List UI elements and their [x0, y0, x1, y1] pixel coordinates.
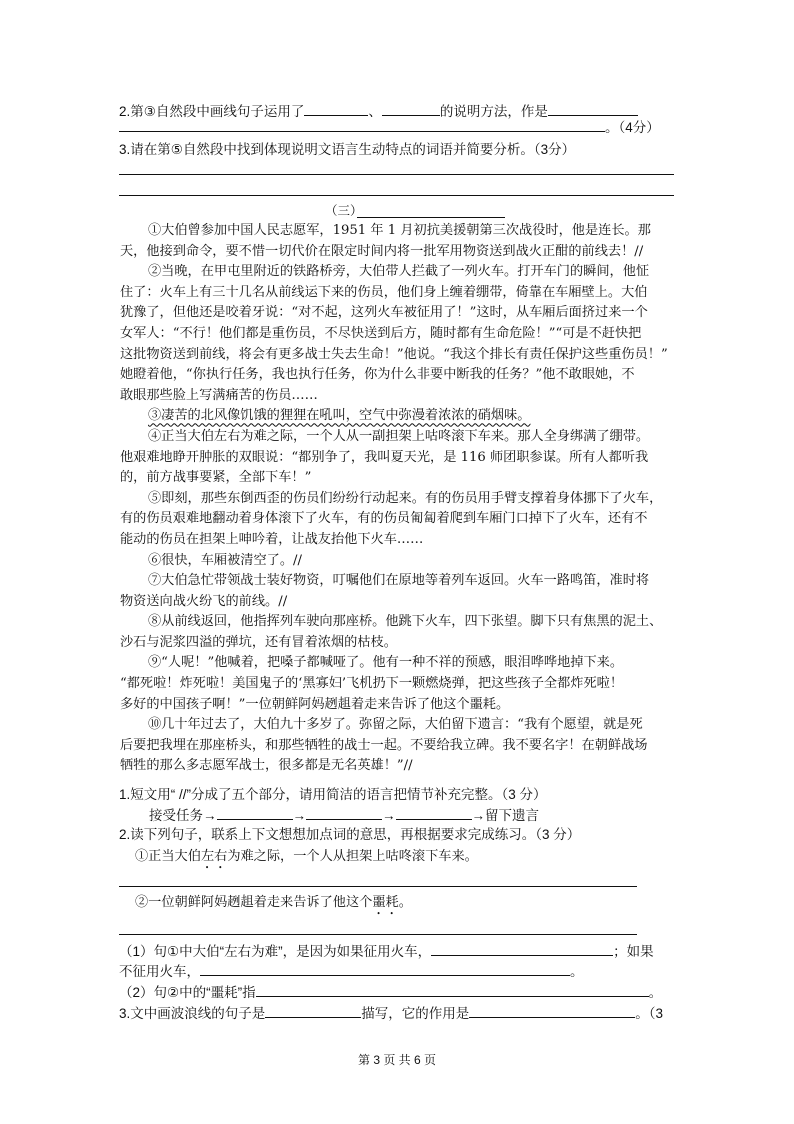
answer-line-s2[interactable]: [119, 934, 637, 935]
question-2: [119, 101, 638, 122]
paragraph-line: 能动的伤员在担架上呻吟着，让战友抬他下火车……: [120, 531, 424, 547]
sub1-blank-b[interactable]: [200, 961, 570, 976]
plot-blank-3[interactable]: [396, 805, 472, 820]
section-3-label: （三）: [325, 204, 363, 218]
paragraph-line: 女军人：“不行！他们都是重伤员，不尽快送到后方，随时都有生命危险！”“可是不赶快把: [120, 325, 642, 341]
paragraph-1: [120, 221, 676, 262]
paragraph-line: 天，他接到命令，要不惜一切代价在限定时间内将一批军用物资送到战火正酣的前线去！//: [120, 243, 644, 259]
q3-blank-b[interactable]: [469, 1003, 635, 1018]
dotted-word: 左右: [200, 849, 228, 864]
dotted-word: 噩耗: [372, 895, 399, 910]
sub-question-1-line2: 不征用火车， 。: [119, 961, 584, 982]
paragraph-line: ⑦大伯急忙带领战士装好物资，叮嘱他们在原地等着列车返回。火车一路鸣笛，准时将: [148, 573, 650, 589]
passage-question-2: 2.读下列句子，联系上下文想想加点词的意思，再根据要求完成练习。（3 分）: [119, 827, 581, 842]
paragraph-line: 多好的中国孩子啊！”一位朝鲜阿妈趔趄着走来告诉了他这个噩耗。: [120, 696, 510, 712]
paragraph-line: 物资送向战火纷飞的前线。//: [120, 593, 288, 609]
answer-line-q3-b[interactable]: [119, 195, 674, 196]
q3-blank-a[interactable]: [265, 1003, 361, 1018]
arrow-icon: →: [382, 808, 396, 823]
question-3: 3.请在第⑤自然段中找到体现说明文语言生动特点的词语并简要分析。（3分）: [119, 142, 576, 157]
paragraph-line: 犹豫了，但他还是咬着牙说：“对不起，这列火车被征用了！”这时，从车厢后面挤过来一个: [120, 305, 648, 321]
paragraph-line: ⑧从前线返回，他指挥列车驶向那座桥。他跳下火车，四下张望。脚下只有焦黑的泥土、: [148, 614, 663, 630]
plot-end: 留下遗言: [485, 808, 539, 823]
page-footer: 第 3 页 共 6 页: [357, 1053, 437, 1067]
sub-question-1: （1）句①中大伯“左右为难”，是因为如果征用火车， ；如果: [119, 941, 654, 962]
sub2-blank[interactable]: [256, 982, 649, 997]
sentence-1: ①正当大伯左右为难之际，一个人从担架上咕咚滚下车来。: [135, 849, 478, 864]
paragraph-line: 牺牲的那么多志愿军战士，很多都是无名英雄！”//: [120, 758, 413, 774]
paragraph-8: [120, 612, 676, 653]
arrow-icon: →: [292, 808, 306, 823]
paragraph-line: “都死啦！炸死啦！美国鬼子的‘黑寡妇’飞机扔下一颗燃烧弹，把这些孩子全都炸死啦！: [120, 676, 624, 692]
paragraph-6: [120, 551, 676, 572]
paragraph-line: 他艰难地睁开肿胀的双眼说：“都别争了，我叫夏天光，是 116 师团职参谋。所有人都听我: [120, 449, 649, 465]
paragraph-line: 后要把我埋在那座桥头，和那些牺牲的战士一起。不要给我立碑。我不要名字！在朝鲜战场: [120, 737, 648, 753]
question-2-sep: 、: [368, 104, 382, 119]
plot-chain: [149, 805, 539, 826]
paragraph-line: ④正当大伯左右为难之际，一个人从一副担架上咕咚滚下车来。那人全身绑满了绷带。: [148, 428, 650, 444]
paragraph-line: 有的伤员艰难地翻动着身体滚下了火车，有的伤员匍匐着爬到车厢门口掉下了火车，还有不: [120, 511, 648, 527]
plot-blank-1[interactable]: [217, 805, 293, 820]
question-2-prefix: 2.第③自然段中画线句子运用了: [119, 104, 305, 119]
sub-question-2: （2）句②中的“噩耗”指 。: [119, 982, 662, 1003]
paragraph-line: ①大伯曾参加中国人民志愿军，1951 年 1 月初抗美援朝第三次战役时，他是连长。那: [148, 223, 651, 238]
paragraph-7: [120, 571, 676, 612]
paragraph-line: 的，前方战事要紧，全部下车！”: [120, 470, 312, 486]
section-3-title-blank[interactable]: [357, 217, 505, 218]
plot-blank-2[interactable]: [306, 805, 382, 820]
answer-blank-1[interactable]: [304, 101, 368, 116]
sub1-blank-a[interactable]: [431, 941, 613, 956]
paragraph-4: [120, 427, 676, 489]
paragraph-line: ⑩几十年过去了，大伯九十多岁了。弥留之际，大伯留下遗言：“我有个愿望，就是死: [148, 717, 643, 733]
paragraph-line: 她瞪着他，“你执行任务，我也执行任务，你为什么非要中断我的任务？”他不敢眼她，不: [120, 367, 635, 383]
paragraph-line: 住了：火车上有三十几名从前线运下来的伤员，他们身上缠着绷带，倚靠在车厢壁上。大伯: [120, 284, 648, 300]
question-2-mid: 的说明方法，作是: [439, 104, 548, 119]
paragraph-line: ⑥很快，车厢被清空了。//: [148, 552, 302, 568]
answer-blank-2[interactable]: [382, 101, 440, 116]
paragraph-3: [120, 406, 676, 427]
paragraph-5: [120, 489, 676, 551]
answer-line-s1[interactable]: [119, 886, 637, 887]
passage-question-1: 1.短文用“ //”分成了五个部分，请用简洁的语言把情节补充完整。（3 分）: [119, 787, 547, 802]
passage-question-3: 3.文中画波浪线的句子是 描写，它的作用是 。（3: [119, 1003, 663, 1024]
answer-line-q2-a[interactable]: [119, 131, 605, 132]
sentence-2: ②一位朝鲜阿妈趔趄着走来告诉了他这个噩耗。: [135, 895, 412, 910]
question-2-suffix: 。（4分）: [605, 120, 660, 135]
paragraph-line: 沙石与泥浆四溢的弹坑，还有冒着浓烟的枯枝。: [120, 634, 397, 650]
paragraph-line: ⑨“人呢！”他喊着，把嗓子都喊哑了。他有一种不祥的预感，眼泪哗哗地掉下来。: [148, 655, 624, 671]
answer-line-q3-a[interactable]: [119, 174, 674, 175]
paragraph-line: 这批物资送到前线，将会有更多战士失去生命！”他说。“我这个排长有责任保护这些重伤员！”: [120, 346, 668, 362]
paragraph-10: [120, 715, 676, 777]
plot-start: 接受任务: [149, 808, 203, 823]
paragraph-line: ⑤即刻，那些东倒西歪的伤员们纷纷行动起来。有的伤员用手臂支撑着身体挪下了火车，: [148, 490, 663, 506]
paragraph-2: [120, 262, 676, 406]
arrow-icon: →: [471, 808, 485, 823]
arrow-icon: →: [203, 808, 217, 823]
paragraph-line: ②当晚，在甲屯里附近的铁路桥旁，大伯带人拦截了一列火车。打开车门的瞬间，他怔: [148, 264, 650, 280]
paragraph-line: 敢眼那些脸上写满痛苦的伤员……: [120, 387, 318, 403]
paragraph-9: [120, 653, 676, 715]
passage: [120, 221, 676, 777]
wavy-underlined-sentence: ③凄苦的北风像饥饿的狸狸在吼叫，空气中弥漫着浓浓的硝烟味。: [148, 408, 531, 424]
answer-blank-3[interactable]: [548, 101, 638, 116]
